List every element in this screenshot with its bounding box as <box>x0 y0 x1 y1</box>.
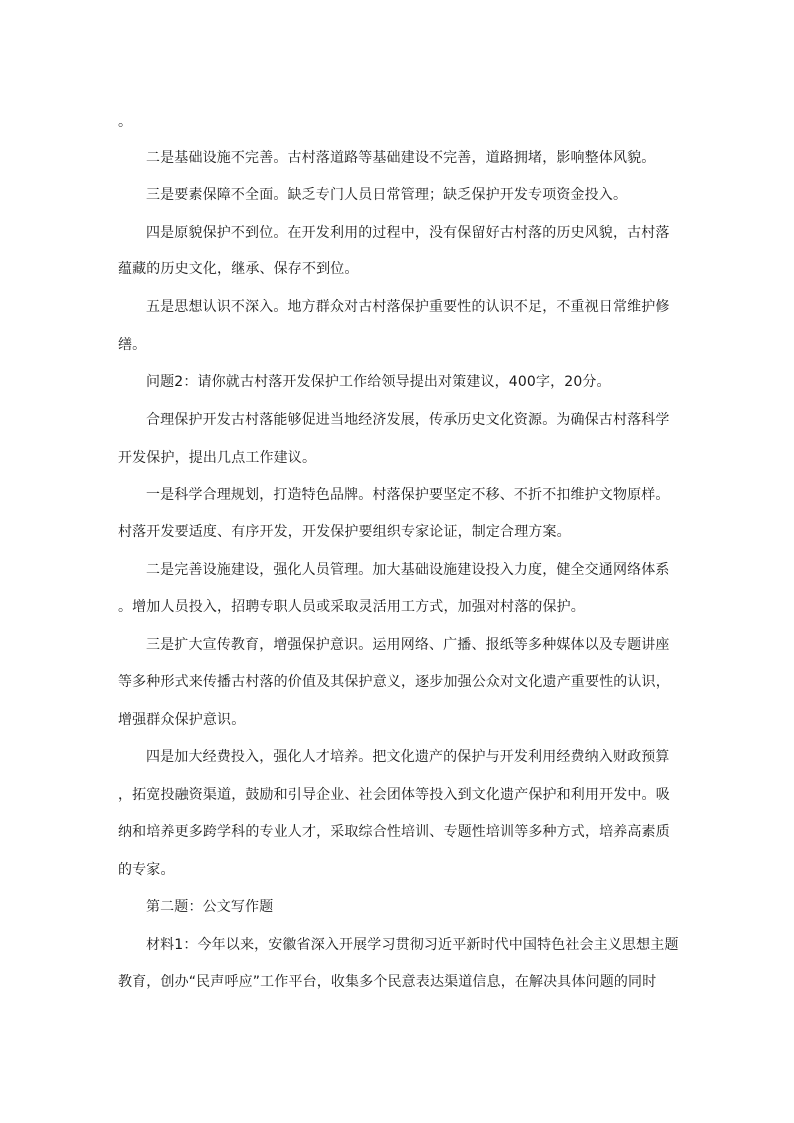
text-line: 蕴藏的历史文化，继承、保存不到位。 <box>118 261 359 277</box>
text-line: 材料1：今年以来，安徽省深入开展学习贯彻习近平新时代中国特色社会主义思想主题 <box>146 937 679 953</box>
text-line: 教育，创办“民声呼应”工作平台，收集多个民意表达渠道信息，在解决具体问题的同时 <box>118 974 657 990</box>
text-line: 四是加大经费投入，强化人才培养。把文化遗产的保护与开发利用经费纳入财政预算 <box>146 749 670 765</box>
text-line: 。 <box>118 114 133 130</box>
section-heading: 第二题：公文写作题 <box>146 899 274 915</box>
text-line: 合理保护开发古村落能够促进当地经济发展，传承历史文化资源。为确保古村落科学 <box>146 412 670 428</box>
text-line: 二是完善设施建设，强化人员管理。加大基础设施建设投入力度，健全交通网络体系 <box>146 562 670 578</box>
text-line: 四是原貌保护不到位。在开发利用的过程中，没有保留好古村落的历史风貌，古村落 <box>146 225 670 241</box>
text-line: 纳和培养更多跨学科的专业人才，采取综合性培训、专题性培训等多种方式，培养高素质 <box>118 824 670 840</box>
text-line: ，拓宽投融资渠道，鼓励和引导企业、社会团体等投入到文化遗产保护和利用开发中。吸 <box>118 787 670 803</box>
text-line: 缮。 <box>118 337 147 353</box>
text-line: 二是基础设施不完善。古村落道路等基础建设不完善，道路拥堵，影响整体风貌。 <box>146 150 656 166</box>
text-line: 增强群众保护意识。 <box>118 712 246 728</box>
text-line: 三是扩大宣传教育，增强保护意识。运用网络、广播、报纸等多种媒体以及专题讲座 <box>146 637 670 653</box>
text-line: 问题2：请你就古村落开发保护工作给领导提出对策建议，400字，20分。 <box>146 374 611 390</box>
text-line: 的专家。 <box>118 862 175 878</box>
text-line: 开发保护，提出几点工作建议。 <box>118 450 317 466</box>
text-line: 。增加人员投入，招聘专职人员或采取灵活用工方式，加强对村落的保护。 <box>118 599 585 615</box>
text-line: 三是要素保障不全面。缺乏专门人员日常管理；缺乏保护开发专项资金投入。 <box>146 187 628 203</box>
text-line: 五是思想认识不深入。地方群众对古村落保护重要性的认识不足，不重视日常维护修 <box>146 299 670 315</box>
text-line: 等多种形式来传播古村落的价值及其保护意义，逐步加强公众对文化遗产重要性的认识， <box>118 674 670 690</box>
text-line: 村落开发要适度、有序开发，开发保护要组织专家论证，制定合理方案。 <box>118 524 571 540</box>
text-line: 一是科学合理规划，打造特色品牌。村落保护要坚定不移、不折不扣维护文物原样。 <box>146 487 670 503</box>
